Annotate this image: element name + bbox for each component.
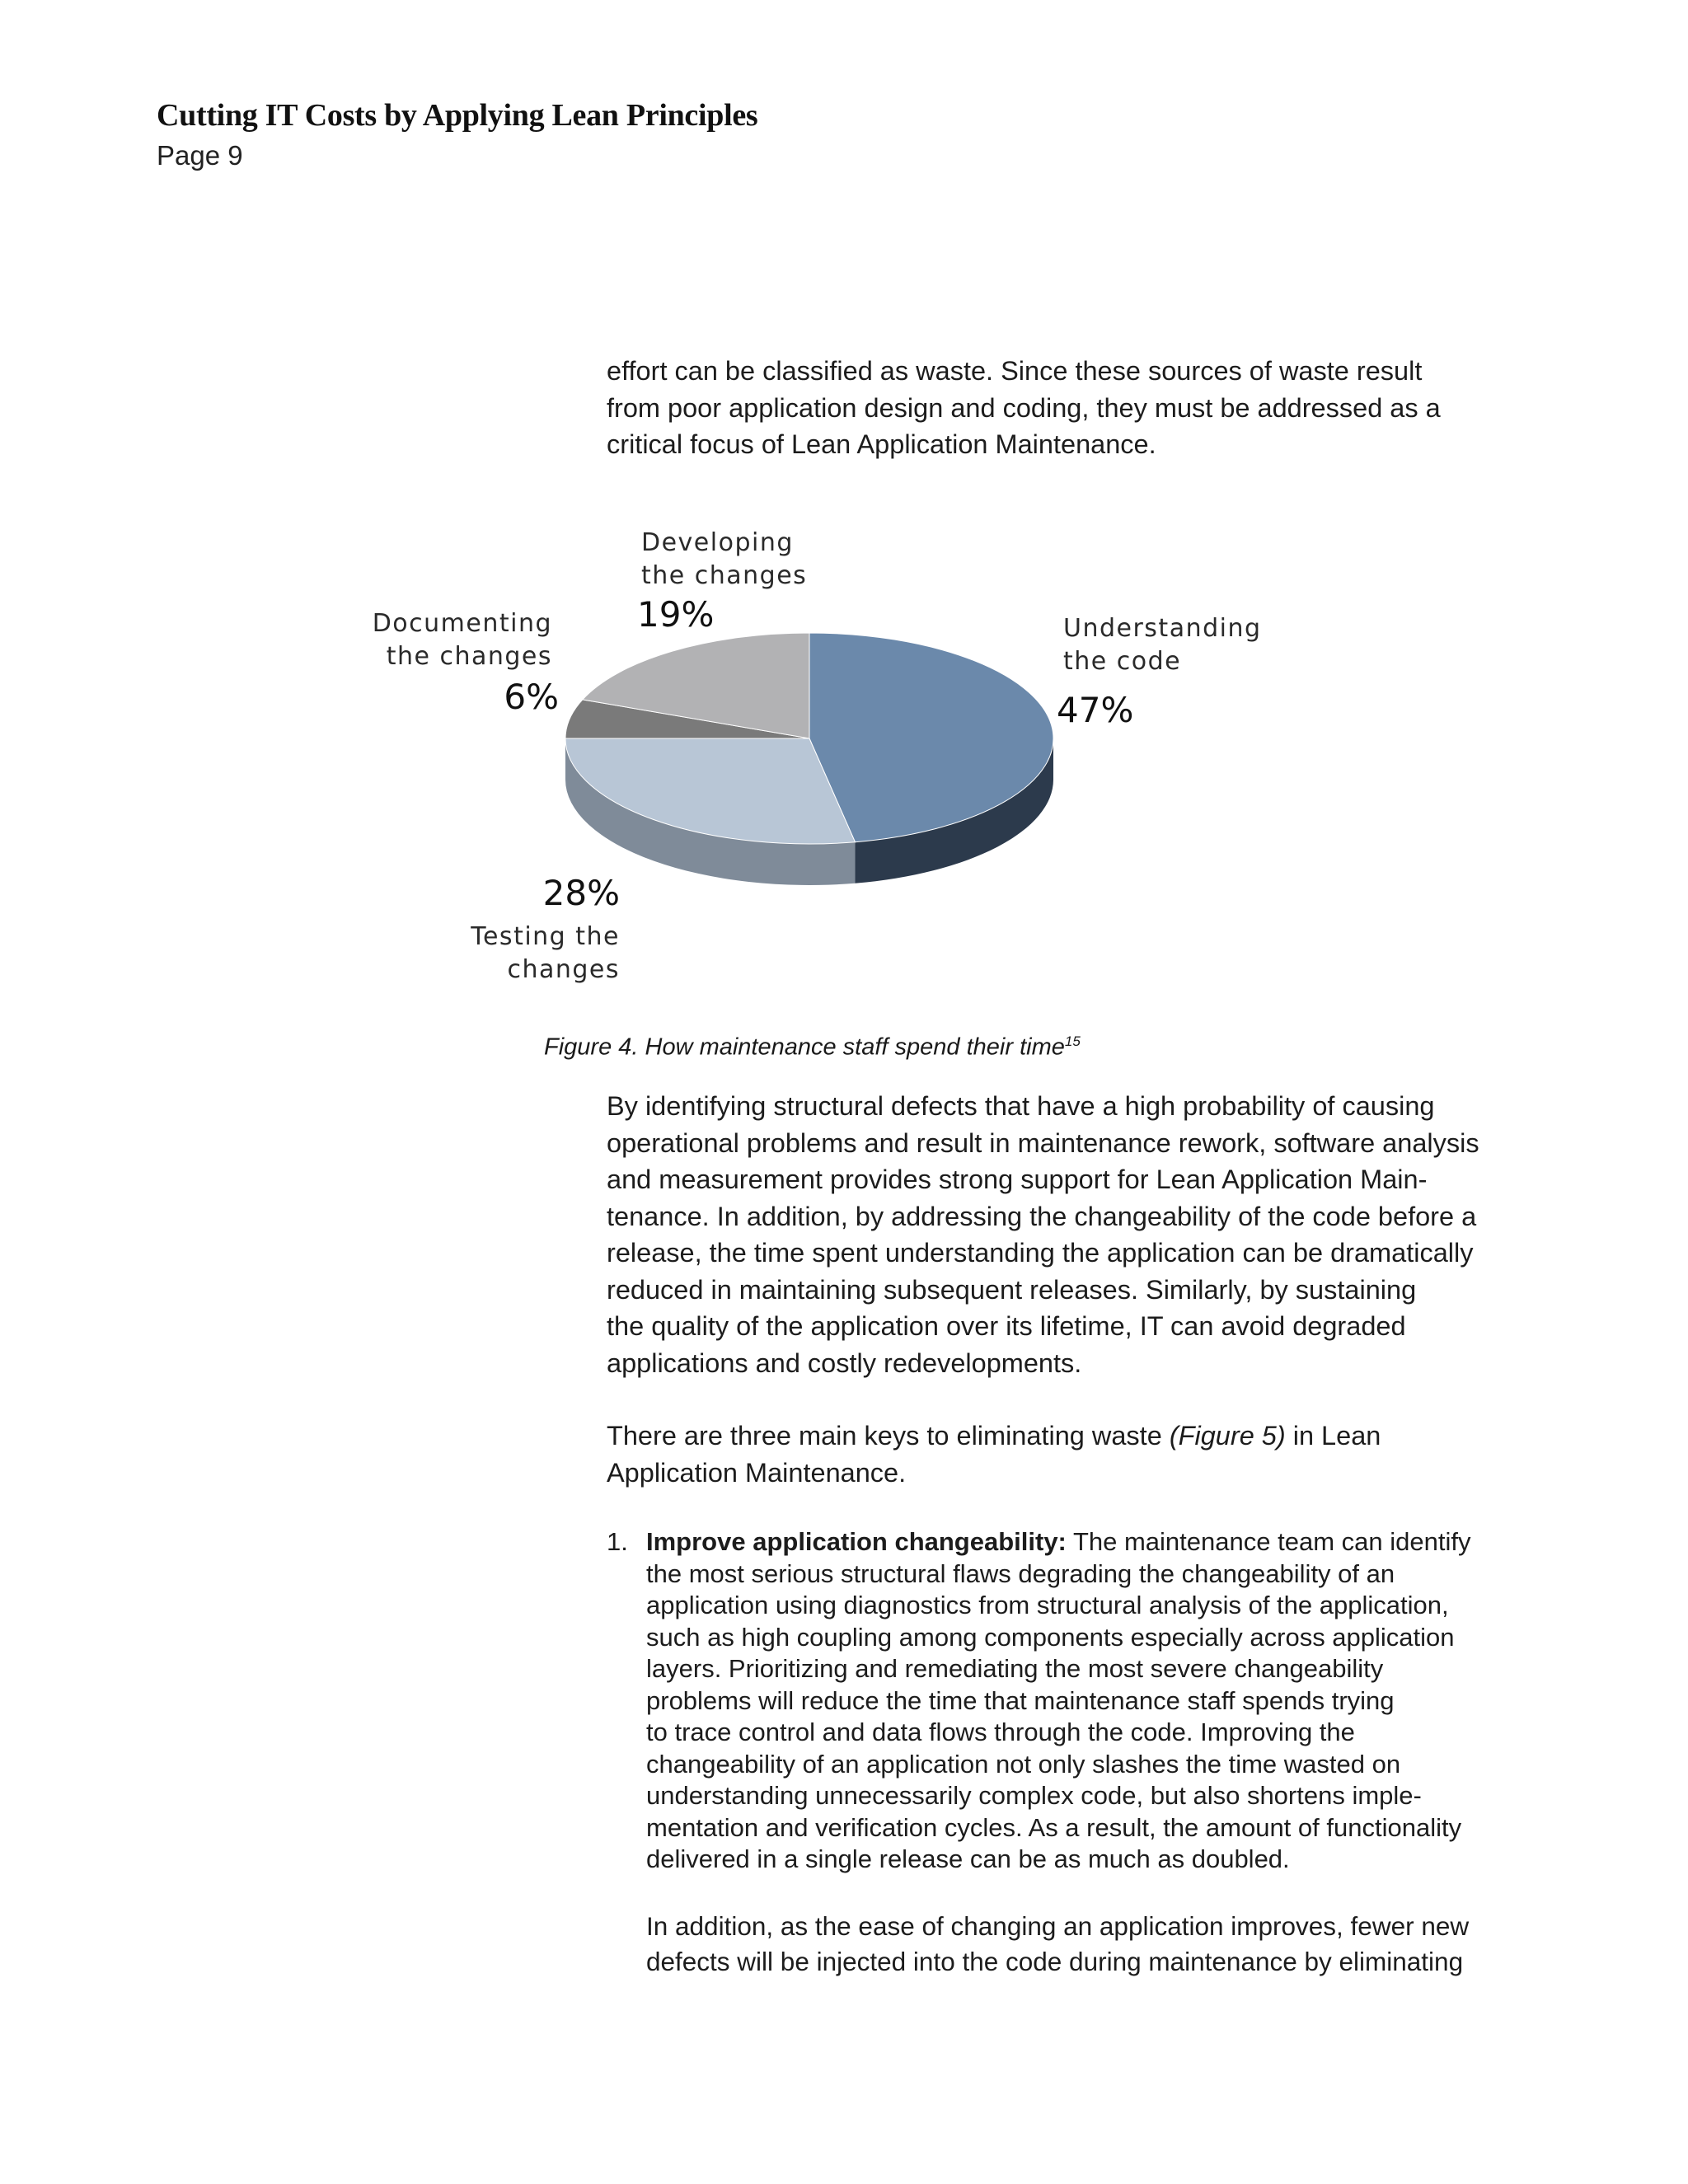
text-line: critical focus of Lean Application Maintenance.	[607, 429, 1156, 459]
text-line: problems will reduce the time that maintenance staff spends trying	[646, 1685, 1395, 1715]
text-span: in Lean	[1285, 1421, 1381, 1451]
text-line: mentation and verification cycles. As a result, the amount of functionality	[646, 1812, 1462, 1842]
pct-testing: 28%	[542, 873, 620, 913]
document-title: Cutting IT Costs by Applying Lean Principles	[157, 98, 758, 133]
caption-footnote: 15	[1064, 1033, 1081, 1049]
text-line: release, the time spent understanding the application can be dramatically	[607, 1238, 1474, 1268]
label-developing-line1: Developing	[641, 528, 794, 557]
text-line: such as high coupling among components especially across application	[646, 1622, 1455, 1652]
slice-label-testing	[470, 873, 620, 984]
label-testing-line1: Testing the	[471, 922, 620, 951]
text-line: In addition, as the ease of changing an application improves, fewer new	[646, 1911, 1470, 1941]
text-line: effort can be classified as waste. Since these sources of waste result	[607, 356, 1423, 386]
text-line: defects will be injected into the code during maintenance by eliminating	[646, 1947, 1464, 1976]
text-line: changeability of an application not only slashes the time wasted on	[646, 1749, 1401, 1779]
page-number: Page 9	[157, 140, 243, 171]
slice-label-documenting	[373, 609, 559, 717]
text-line	[646, 1526, 1513, 1558]
list-item-heading: Improve application changeability:	[646, 1527, 1067, 1556]
body-paragraph-2	[607, 1418, 1505, 1491]
slice-label-developing	[637, 528, 807, 635]
text-line: applications and costly redevelopments.	[607, 1347, 1082, 1378]
slice-label-understanding	[1057, 614, 1262, 730]
label-understanding-line1: Understanding	[1063, 614, 1262, 643]
pct-documenting: 6%	[504, 677, 559, 717]
figure-caption	[544, 1033, 1081, 1062]
body-paragraph-1	[607, 1088, 1505, 1381]
pie-tops	[565, 633, 1053, 844]
text-line: tenance. In addition, by addressing the changeability of the code before a	[607, 1201, 1477, 1231]
list-item-text	[646, 1526, 1513, 1876]
text-line: application using diagnostics from structural analysis of the application,	[646, 1591, 1449, 1619]
list-number: 1.	[607, 1527, 628, 1556]
caption-text: Figure 4. How maintenance staff spend their time	[544, 1033, 1065, 1061]
text-line: operational problems and result in maintenance rework, software analysis	[607, 1127, 1479, 1158]
text-line: the most serious structural flaws degrading the changeability of an	[646, 1558, 1395, 1588]
text-line: to trace control and data flows through the code. Improving the	[646, 1718, 1355, 1746]
text-line	[607, 1418, 1505, 1455]
list-item-continuation	[646, 1909, 1520, 1980]
text-line: By identifying structural defects that have a high probability of causing	[607, 1091, 1435, 1121]
text-span: There are three main keys to eliminating waste	[607, 1421, 1170, 1451]
numbered-list-item	[607, 1526, 1513, 1876]
pie-chart	[0, 0, 1688, 1022]
text-line: delivered in a single release can be as much as doubled.	[646, 1844, 1290, 1873]
label-documenting-line2: the changes	[386, 642, 552, 671]
label-developing-line2: the changes	[641, 561, 808, 590]
text-line: from poor application design and coding, they must be addressed as a	[607, 392, 1441, 423]
text-line: reduced in maintaining subsequent releases. Similarly, by sustaining	[607, 1274, 1417, 1305]
label-understanding-line2: the code	[1063, 647, 1182, 676]
text-line: Application Maintenance.	[607, 1457, 907, 1488]
label-documenting-line1: Documenting	[372, 609, 552, 638]
pct-developing: 19%	[637, 594, 715, 635]
figure-reference: (Figure 5)	[1169, 1421, 1286, 1451]
text-line: the quality of the application over its lifetime, IT can avoid degraded	[607, 1311, 1406, 1341]
pct-understanding: 47%	[1057, 690, 1134, 730]
text-span: The maintenance team can identify	[1066, 1527, 1471, 1556]
text-line: and measurement provides strong support for Lean Application Main-	[607, 1165, 1428, 1194]
label-testing-line2: changes	[507, 955, 620, 984]
text-line: understanding unnecessarily complex code, but also shortens imple-	[646, 1781, 1422, 1810]
text-line: layers. Prioritizing and remediating the most severe changeability	[646, 1654, 1384, 1683]
